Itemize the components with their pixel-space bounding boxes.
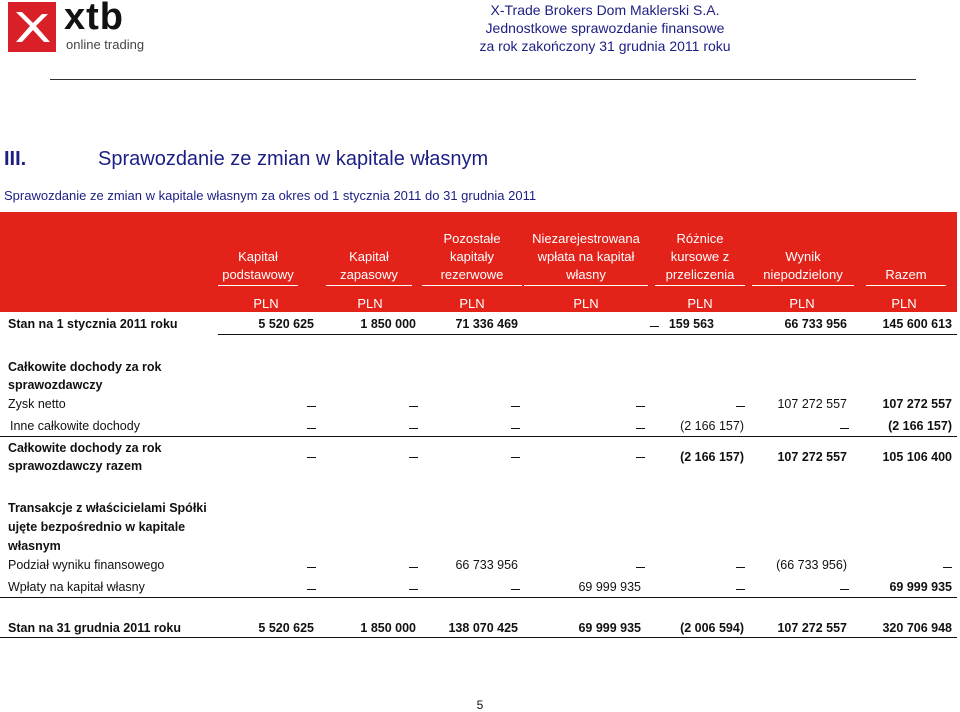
cell: 320 706 948: [882, 621, 952, 635]
nil-dash: [511, 457, 520, 458]
col-fx-differences: Różnice kursowe z przeliczenia: [655, 212, 745, 286]
cell: 66 733 956: [455, 558, 518, 572]
statement-subtitle: Sprawozdanie ze zmian w kapitale własnym za okres od 1 stycznia 2011 do 31 grudnia 2011: [4, 188, 537, 203]
cell: 159 563: [668, 317, 714, 331]
row-label: Całkowite dochody za rok: [8, 441, 162, 455]
currency-label: PLN: [891, 296, 917, 311]
xtb-logo-mark: [8, 2, 56, 52]
cell: (2 166 157): [680, 450, 744, 464]
col-other-reserves: Pozostałe kapitały rezerwowe: [422, 212, 522, 286]
nil-dash: [409, 406, 418, 407]
row-label: Podział wyniku finansowego: [8, 558, 165, 572]
nil-dash: [943, 567, 952, 568]
cell: 107 272 557: [777, 621, 847, 635]
nil-dash: [307, 457, 316, 458]
cell: 69 999 935: [578, 621, 641, 635]
currency-label: PLN: [357, 296, 383, 311]
nil-dash: [736, 406, 745, 407]
row-underline: [0, 436, 957, 437]
cell: 107 272 557: [777, 450, 847, 464]
cell: 1 850 000: [360, 317, 416, 331]
col-supplementary-capital: Kapitał zapasowy: [326, 212, 412, 286]
cell: 69 999 935: [578, 580, 641, 594]
nil-dash: [307, 406, 316, 407]
cell: (2 006 594): [680, 621, 744, 635]
cell: 1 850 000: [360, 621, 416, 635]
col-share-capital: Kapitał podstawowy: [218, 212, 298, 286]
nil-dash: [307, 589, 316, 590]
nil-dash: [650, 326, 659, 327]
cell: 107 272 557: [777, 397, 847, 411]
nil-dash: [840, 589, 849, 590]
cell: 138 070 425: [448, 621, 518, 635]
cell: (66 733 956): [776, 558, 847, 572]
currency-label: PLN: [253, 296, 279, 311]
cell: 71 336 469: [455, 317, 518, 331]
section-number: III.: [4, 148, 27, 170]
cell: (2 166 157): [888, 419, 952, 433]
cell: 5 520 625: [258, 621, 314, 635]
document-name: Jednostkowe sprawozdanie finansowe: [485, 20, 725, 36]
nil-dash: [409, 589, 418, 590]
logo-tagline: online trading: [66, 37, 145, 52]
page-number: 5: [476, 698, 484, 712]
nil-dash: [636, 428, 645, 429]
col-retained-earnings: Wynik niepodzielony: [752, 212, 854, 286]
cell: 69 999 935: [889, 580, 952, 594]
nil-dash: [636, 406, 645, 407]
nil-dash: [840, 428, 849, 429]
nil-dash: [511, 589, 520, 590]
col-total: Razem: [866, 212, 946, 286]
currency-label: PLN: [573, 296, 599, 311]
cell: 107 272 557: [882, 397, 952, 411]
row-label: sprawozdawczy razem: [8, 459, 143, 473]
row-label: Stan na 31 grudnia 2011 roku: [8, 621, 181, 635]
row-label: ujęte bezpośrednio w kapitale: [8, 520, 186, 534]
nil-dash: [307, 428, 316, 429]
row-underline: [0, 637, 957, 638]
cell: 66 733 956: [784, 317, 847, 331]
header-rule: [50, 79, 916, 80]
nil-dash: [636, 567, 645, 568]
row-underline: [0, 597, 957, 598]
table-header-band: [0, 212, 957, 312]
logo-wordmark: xtb: [64, 0, 124, 38]
nil-dash: [409, 567, 418, 568]
row-label: Zysk netto: [8, 397, 66, 411]
cell: 5 520 625: [258, 317, 314, 331]
row-label: własnym: [8, 539, 61, 553]
col-unregistered-payment: Niezarejestrowana wpłata na kapitał własny: [524, 212, 648, 286]
company-name: X-Trade Brokers Dom Maklerski S.A.: [490, 2, 720, 18]
nil-dash: [736, 589, 745, 590]
nil-dash: [511, 428, 520, 429]
row-underline: [218, 334, 957, 335]
row-label: Wpłaty na kapitał własny: [8, 580, 145, 594]
cell: 105 106 400: [882, 450, 952, 464]
row-label: Całkowite dochody za rok: [8, 360, 162, 374]
row-label: Inne całkowite dochody: [10, 419, 140, 433]
nil-dash: [636, 457, 645, 458]
currency-label: PLN: [789, 296, 815, 311]
nil-dash: [736, 567, 745, 568]
nil-dash: [307, 567, 316, 568]
nil-dash: [511, 406, 520, 407]
row-label: Stan na 1 stycznia 2011 roku: [8, 317, 178, 331]
currency-label: PLN: [459, 296, 485, 311]
currency-label: PLN: [687, 296, 713, 311]
cell: (2 166 157): [680, 419, 744, 433]
row-label: sprawozdawczy: [8, 378, 103, 392]
nil-dash: [409, 428, 418, 429]
nil-dash: [409, 457, 418, 458]
row-label: Transakcje z właścicielami Spółki: [8, 501, 207, 515]
cell: 145 600 613: [882, 317, 952, 331]
document-period: za rok zakończony 31 grudnia 2011 roku: [479, 38, 731, 54]
section-title: Sprawozdanie ze zmian w kapitale własnym: [98, 148, 489, 170]
